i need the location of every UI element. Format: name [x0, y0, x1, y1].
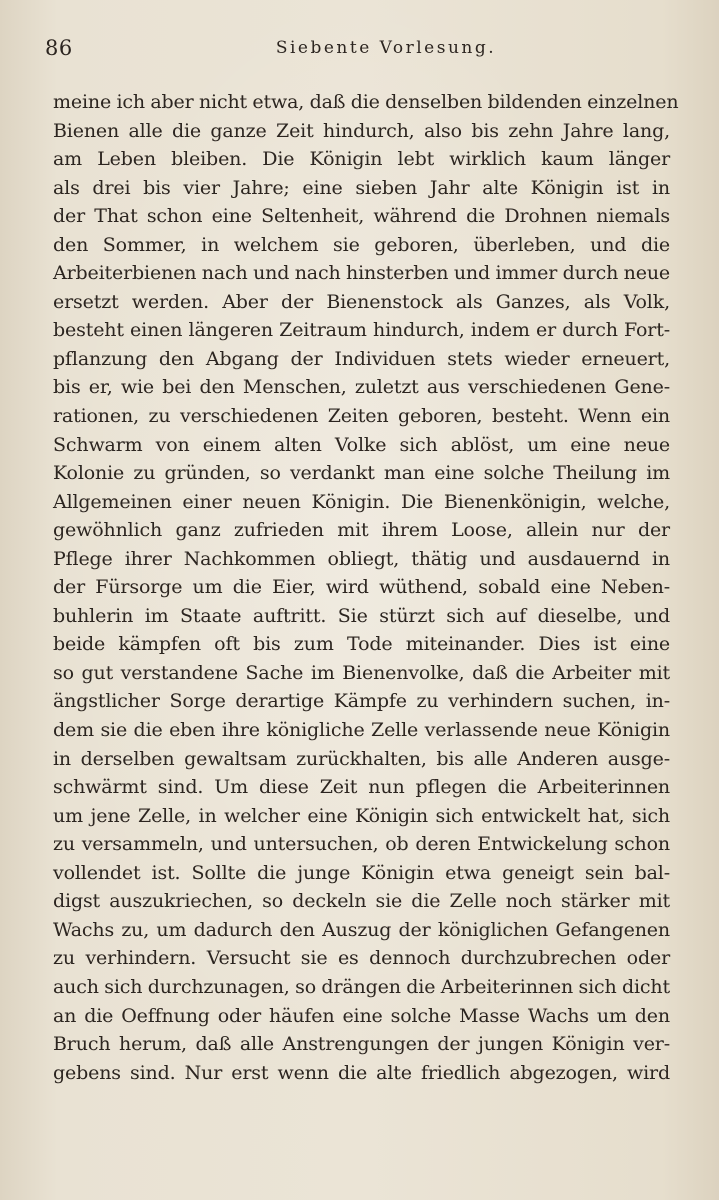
- body-text: [53, 88, 679, 1087]
- text-line: am Leben bleiben. Die Königin lebt wirklich kaum länger: [53, 148, 670, 171]
- text-line: Bruch herum, daß alle Anstrengungen der jungen Königin ver-: [53, 1033, 670, 1056]
- text-line: in derselben gewaltsam zurückhalten, bis alle Anderen ausge-: [53, 747, 670, 770]
- text-line: pflanzung den Abgang der Individuen stets wieder erneuert,: [53, 347, 670, 370]
- text-line: besteht einen längeren Zeitraum hindurch, indem er durch Fort-: [53, 319, 670, 342]
- text-line: zu verhindern. Versucht sie es dennoch durchzubrechen oder: [53, 947, 670, 970]
- text-line: buhlerin im Staate auftritt. Sie stürzt sich auf dieselbe, und: [53, 604, 670, 627]
- text-line: bis er, wie bei den Menschen, zuletzt aus verschiedenen Gene-: [53, 376, 670, 399]
- text-line: Kolonie zu gründen, so verdankt man eine solche Theilung im: [53, 462, 670, 485]
- text-line: Bienen alle die ganze Zeit hindurch, also bis zehn Jahre lang,: [53, 119, 670, 142]
- running-head: [45, 36, 667, 62]
- text-line: Schwarm von einem alten Volke sich ablöst, um eine neue: [53, 433, 670, 456]
- text-line: gebens sind. Nur erst wenn die alte friedlich abgezogen, wird: [53, 1061, 670, 1084]
- text-line: der Fürsorge um die Eier, wird wüthend, sobald eine Neben-: [53, 576, 670, 599]
- text-line: auch sich durchzunagen, so drängen die Arbeiterinnen sich dicht: [53, 975, 670, 998]
- text-line: rationen, zu verschiedenen Zeiten geboren, besteht. Wenn ein: [53, 405, 670, 428]
- text-line: so gut verstandene Sache im Bienenvolke, daß die Arbeiter mit: [53, 661, 670, 684]
- text-line: Arbeiterbienen nach und nach hinsterben und immer durch neue: [53, 262, 670, 285]
- text-line: ersetzt werden. Aber der Bienenstock als Ganzes, als Volk,: [53, 290, 670, 313]
- text-line: der That schon eine Seltenheit, während die Drohnen niemals: [53, 205, 670, 228]
- text-line: den Sommer, in welchem sie geboren, überleben, und die: [53, 233, 670, 256]
- text-line: vollendet ist. Sollte die junge Königin etwa geneigt sein bal-: [53, 861, 670, 884]
- text-line: um jene Zelle, in welcher eine Königin sich entwickelt hat, sich: [53, 804, 670, 827]
- text-line: als drei bis vier Jahre; eine sieben Jahr alte Königin ist in: [53, 176, 670, 199]
- text-line: dem sie die eben ihre königliche Zelle verlassende neue Königin: [53, 719, 670, 742]
- text-line: zu versammeln, und untersuchen, ob deren Entwickelung schon: [53, 833, 670, 856]
- text-line: beide kämpfen oft bis zum Tode miteinander. Dies ist eine: [53, 633, 670, 656]
- text-line: Pflege ihrer Nachkommen obliegt, thätig und ausdauernd in: [53, 547, 670, 570]
- text-line: ängstlicher Sorge derartige Kämpfe zu verhindern suchen, in-: [53, 690, 670, 713]
- text-line: Wachs zu, um dadurch den Auszug der königlichen Gefangenen: [53, 918, 670, 941]
- text-line: gewöhnlich ganz zufrieden mit ihrem Loose, allein nur der: [53, 519, 670, 542]
- text-line: schwärmt sind. Um diese Zeit nun pflegen die Arbeiterinnen: [53, 776, 670, 799]
- text-line: Allgemeinen einer neuen Königin. Die Bienenkönigin, welche,: [53, 490, 670, 513]
- page-number: 86: [45, 36, 73, 60]
- text-line: digst auszukriechen, so deckeln sie die Zelle noch stärker mit: [53, 890, 670, 913]
- text-line: an die Oeffnung oder häufen eine solche Masse Wachs um den: [53, 1004, 670, 1027]
- text-line: meine ich aber nicht etwa, daß die denselben bildenden einzelnen: [53, 91, 679, 113]
- running-title: Siebente Vorlesung.: [275, 38, 497, 58]
